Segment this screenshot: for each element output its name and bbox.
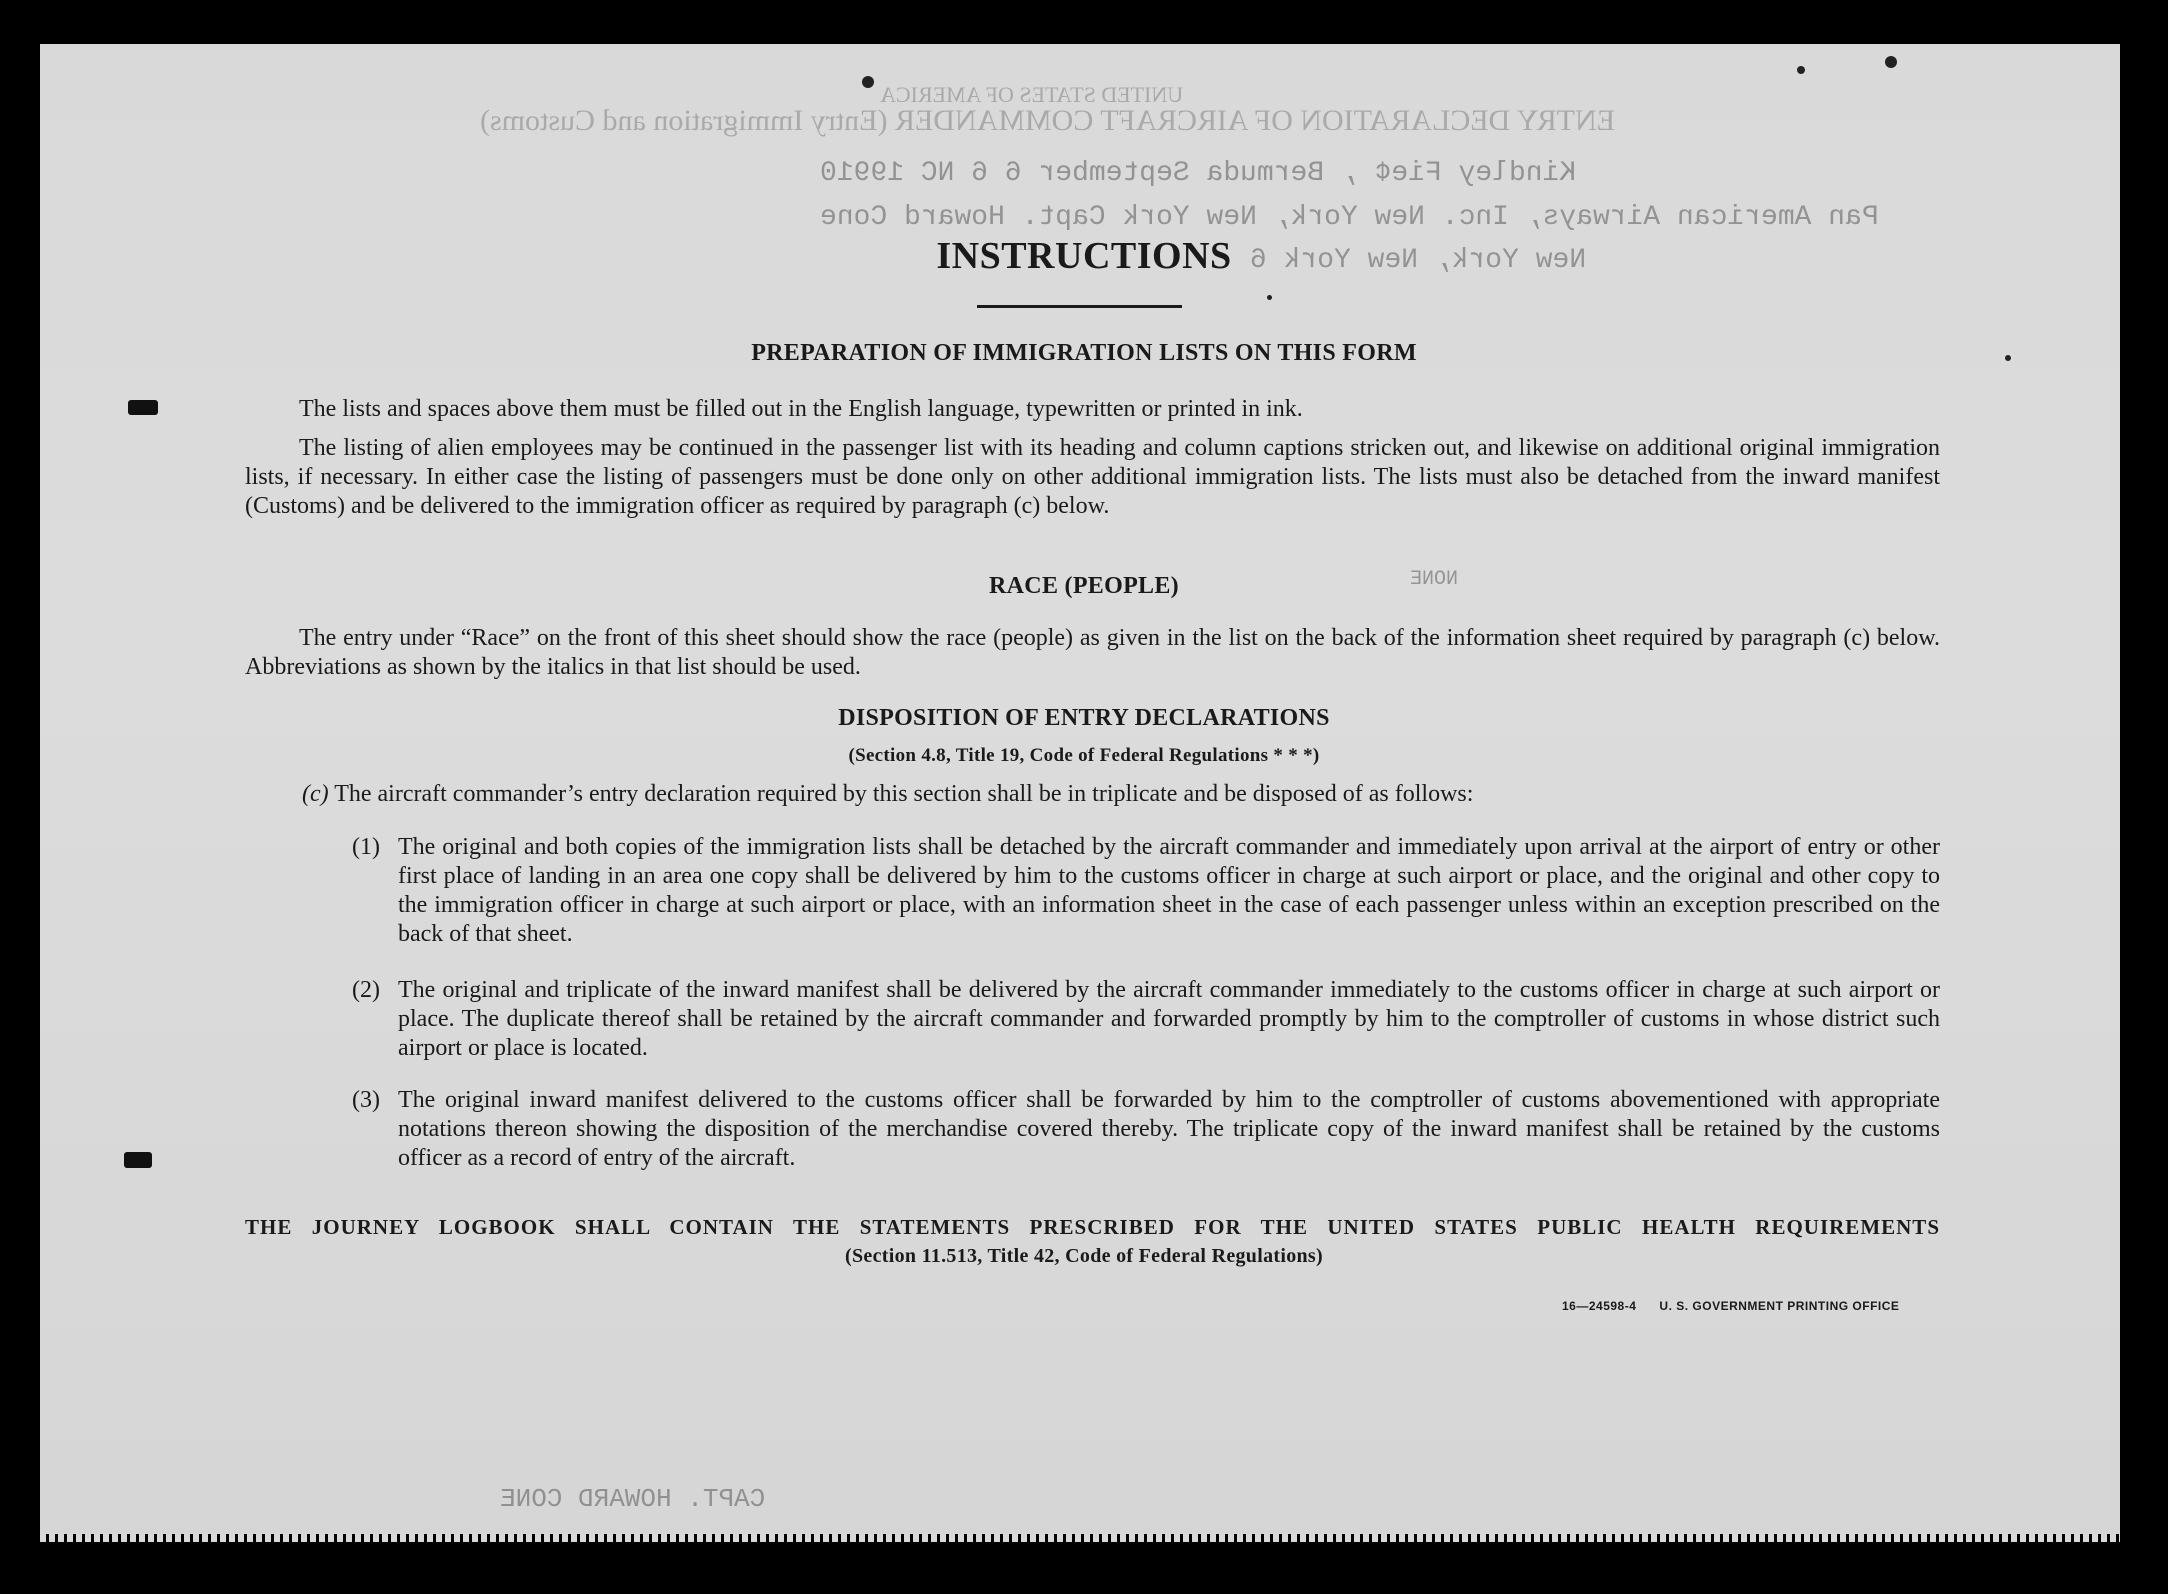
paragraph-alien-employees: The listing of alien employees may be continued in the passenger list with its heading and column captions stricken out, and likewise on additional original immigration lists, if necessary. In either case the listing of passengers must be done only on other additional immigration lists. The lists must also be detached from the inward manifest (Customs) and be delivered to the immigration officer as required by paragraph (c) below.: [245, 435, 1940, 519]
disposition-item-1: [352, 833, 1940, 949]
heading-race: RACE (PEOPLE): [989, 573, 1179, 599]
item-number: (3): [352, 1087, 380, 1113]
ink-speck: [1267, 295, 1272, 300]
page-title: INSTRUCTIONS: [936, 235, 1232, 277]
item-number: (1): [352, 834, 380, 860]
binding-hole-mark: [124, 1152, 152, 1168]
health-requirements-citation: (Section 11.513, Title 42, Code of Federal Regulations): [845, 1245, 1323, 1267]
ink-speck: [862, 76, 874, 88]
ink-speck: [1797, 66, 1805, 74]
item-text: The original and both copies of the immigration lists shall be detached by the aircraft commander and immediately upon arrival at the airport of entry or other first place of landing in an area one copy shall be delivered by him to the customs officer in charge at such airport or place, and the original and other copy to the immigration officer in charge at such airport or place, with an information sheet in the case of each passenger unless within an exception prescribed on the back of that sheet.: [398, 834, 1940, 947]
ink-speck: [1885, 56, 1897, 68]
heading-disposition: DISPOSITION OF ENTRY DECLARATIONS: [838, 705, 1330, 731]
bleed-through-none: NONE: [1410, 568, 1459, 591]
bleed-through-form-title: ENTRY DECLARATION OF AIRCRAFT COMMANDER (Entry Immigration and Customs): [480, 104, 1616, 137]
binding-hole-mark: [128, 400, 158, 415]
heading-immigration-lists: PREPARATION OF IMMIGRATION LISTS ON THIS FORM: [751, 340, 1417, 366]
bleed-through-departure-line: New York, New York 6: [1250, 245, 1587, 276]
paragraph-english-language: The lists and spaces above them must be filled out in the English language, typewritten or printed in ink.: [299, 396, 1303, 422]
paragraph-c-text: The aircraft commander’s entry declaration required by this section shall be in triplicate and be disposed of as follows:: [334, 781, 1474, 807]
printing-office-imprint: [1562, 1299, 1899, 1313]
disposition-item-2: [352, 976, 1940, 1063]
printing-code: 16—24598-4: [1562, 1299, 1637, 1313]
health-requirements-statement: THE JOURNEY LOGBOOK SHALL CONTAIN THE STATEMENTS PRESCRIBED FOR THE UNITED STATES PUBLIC HEALTH REQUIREMENTS: [245, 1215, 1940, 1239]
bleed-through-arrival-line: Kindley Fie¢ , Bermuda September 6 6 NC 19910: [820, 158, 1577, 189]
disposition-item-3: [352, 1086, 1940, 1173]
paragraph-race: The entry under “Race” on the front of this sheet should show the race (people) as given in the list on the back of the information sheet required by paragraph (c) below. Abbreviations as shown by the italics in that list should be used.: [245, 625, 1940, 680]
item-number: (2): [352, 977, 380, 1003]
ink-speck: [2005, 355, 2011, 361]
printing-office-name: U. S. GOVERNMENT PRINTING OFFICE: [1659, 1299, 1900, 1313]
bleed-through-signature-line: CAPT. HOWARD CONE: [500, 1484, 766, 1514]
bleed-through-country: UNITED STATES OF AMERICA: [880, 82, 1184, 107]
paragraph-label: (c): [302, 781, 329, 807]
disposition-citation: (Section 4.8, Title 19, Code of Federal Regulations * * *): [848, 745, 1320, 766]
bleed-through-owner-line: Pan American Airways, Inc. New York, New York Capt. Howard Cone: [820, 202, 1879, 233]
item-text: The original and triplicate of the inward manifest shall be delivered by the aircraft commander immediately to the customs officer in charge at such airport or place. The duplicate thereof shall be retained by the aircraft commander and forwarded promptly by him to the comptroller of customs in whose district such airport or place is located.: [398, 977, 1940, 1061]
item-text: The original inward manifest delivered to the customs officer shall be forwarded by him to the comptroller of customs abovementioned with appropriate notations thereon showing the disposition of the merchandise covered thereby. The triplicate copy of the inward manifest shall be retained by the customs officer as a record of entry of the aircraft.: [398, 1087, 1940, 1171]
paragraph-c-intro: [302, 780, 1942, 809]
title-underline: [977, 305, 1182, 308]
